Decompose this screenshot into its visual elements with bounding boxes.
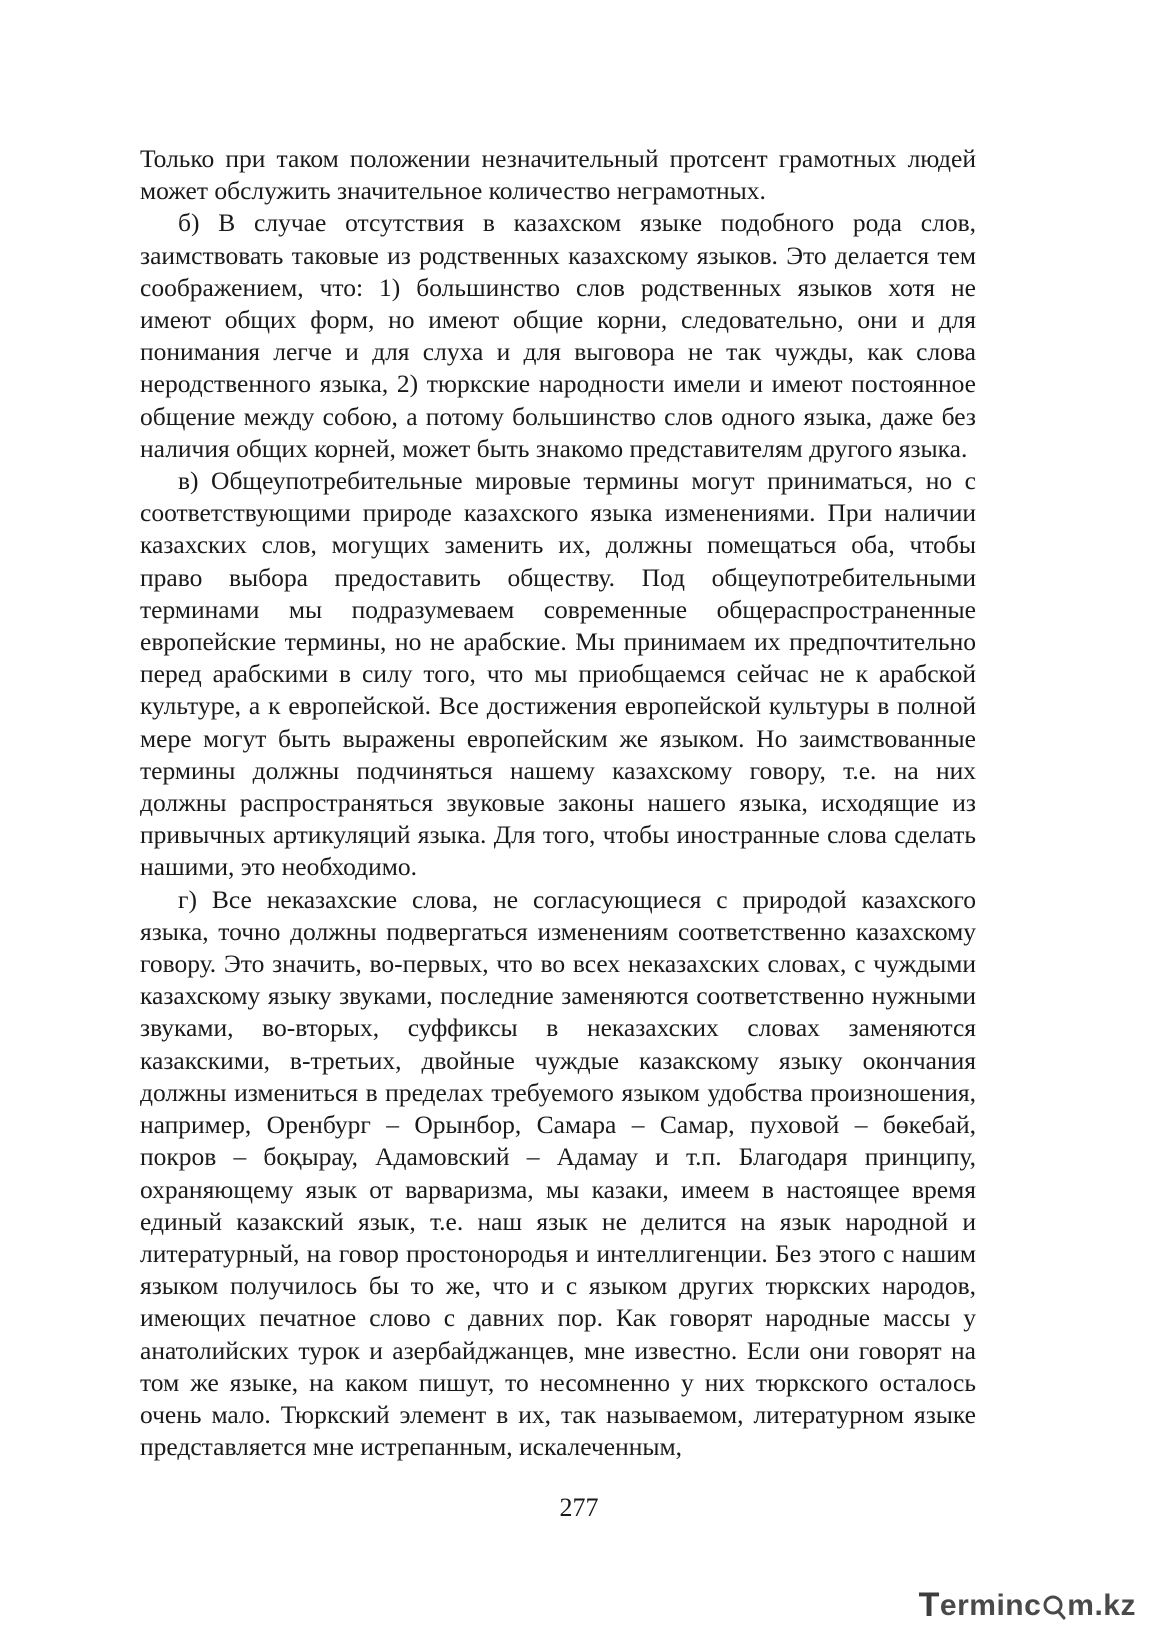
paragraph-b: б) В случае отсутствия в казахском языке подобного рода слов, заимствовать таковые из родственных казахскому языков. Это делается тем соображением, что: 1) большинство слов родственных языков хотя не имеют общих форм, но имеют общие корни, следовательно, они и для понимания легче и для слуха и для выговора не так чужды, как слова неродственного языка, 2) тюркские народности имели и имеют постоянное общение между собою, а потому большинство слов одного языка, даже без наличия общих корней, может быть знакомо представителям другого языка. — [140, 208, 976, 463]
page-number: 277 — [559, 1493, 599, 1522]
body-text — [140, 143, 976, 1463]
magnifier-icon — [1042, 1592, 1066, 1620]
watermark-text-end: m.kz — [1067, 1588, 1136, 1622]
watermark-t: T — [918, 1586, 940, 1624]
terminkom-watermark-logo — [919, 1586, 1136, 1625]
watermark-text-middle: erminc — [939, 1588, 1042, 1622]
paragraph-continuation: Только при таком положении незначительный протсент грамотных людей может обслужить значительное количество неграмотных. — [140, 144, 976, 206]
paragraph-g: г) Все неказахские слова, не согласующиеся с природой казахского языка, точно должны подвергаться изменениям соответственно казахскому говору. Это значить, во-первых, что во всех неказахских словах, с чуждыми казахскому языку звуками, последние заменяются соответственно нужными звуками, во-вторых, суффиксы в неказахских словах заменяются казакскими, в-третьих, двойные чуждые казакскому языку окончания должны измениться в пределах требуемого языком удобства произношения, например, Оренбург – Орынбор, Самара – Самар, пуховой – бөкебай, покров – боқырау, Адамовский – Адамау и т.п. Благодаря принципу, охраняющему язык от варваризма, мы казаки, имеем в настоящее время единый казакский язык, т.е. наш язык не делится на язык народной и литературный, на говор простонородья и интеллигенции. Без этого с нашим языком получилось бы то же, что и с языком других тюркских народов, имеющих печатное слово с давних пор. Как говорят народные массы у анатолийских турок и азербайджанцев, мне известно. Если они говорят на том же языке, на каком пишут, то несомненно у них тюркского осталось очень мало. Тюркский элемент в их, так называемом, литературном языке представляется мне истрепанным, искалеченным, — [140, 884, 976, 1462]
paragraph-v: в) Общеупотребительные мировые термины могут приниматься, но с соответствующими природе казахского языка изменениями. При наличии казахских слов, могущих заменить их, должны помещаться оба, чтобы право выбора предоставить обществу. Под общеупотребительными терминами мы подразумеваем современные общераспространенные европейские термины, но не арабские. Мы принимаем их предпочтительно перед арабскими в силу того, что мы приобщаемся сейчас не к арабской культуре, а к европейской. Все достижения европейской культуры в полной мере могут быть выражены европейским же языком. Но заимствованные термины должны подчиняться нашему казахскому говору, т.е. на них должны распространяться звуковые законы нашего языка, исходящие из привычных артикуляций языка. Для того, чтобы иностранные слова сделать нашими, это необходимо. — [140, 466, 976, 882]
